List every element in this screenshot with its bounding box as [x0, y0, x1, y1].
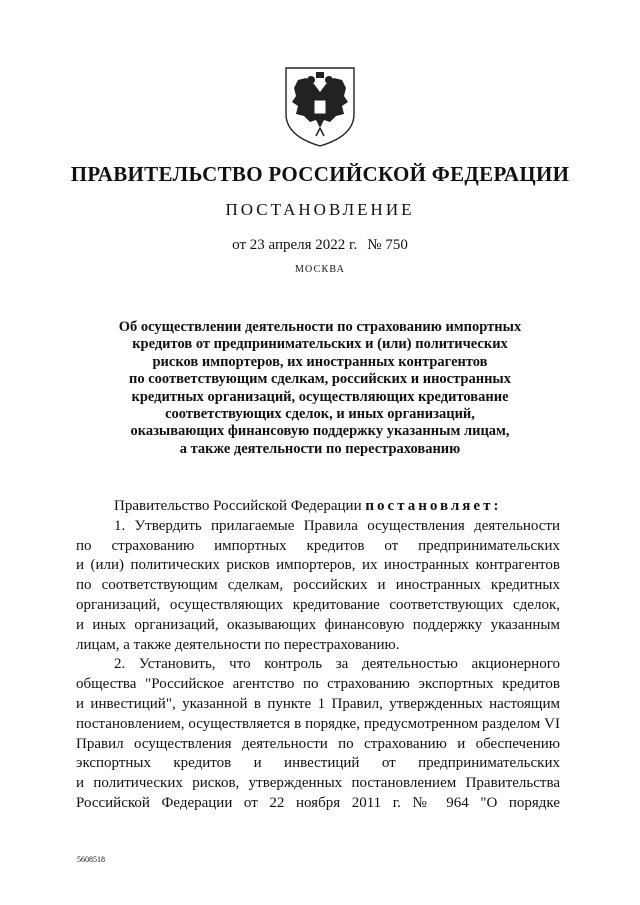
- subject-line: соответствующих сделок, и иных организаций,: [165, 406, 475, 423]
- subject-line: а также деятельности по перестрахованию: [179, 440, 461, 457]
- body-line: лицам, а также деятельности по перестрахованию.: [76, 636, 400, 653]
- subject-line: кредитов от предпринимательских и (или) политических: [132, 336, 508, 353]
- preamble: [76, 497, 560, 517]
- body-line: постановлением, осуществляется в порядке, предусмотренном разделом VI: [76, 715, 560, 732]
- body-line: 1. Утвердить прилагаемые Правила осуществления деятельности: [114, 517, 560, 534]
- body-line: по соответствующим сделкам, российских и иностранных кредитных: [76, 577, 560, 594]
- body-line: экспортных кредитов и инвестиций от предпринимательских: [76, 755, 560, 772]
- body-line: по страхованию импортных кредитов от предпринимательских: [76, 537, 560, 554]
- government-title: ПРАВИТЕЛЬСТВО РОССИЙСКОЙ ФЕДЕРАЦИИ: [70, 162, 570, 186]
- subject-line: кредитных организаций, осуществляющих кредитование: [131, 388, 509, 405]
- document-subject: [90, 319, 550, 458]
- body-line: Правил осуществления деятельности по страхованию и обеспечению: [76, 735, 560, 752]
- document-date-line: [0, 237, 640, 254]
- subject-line: рисков импортеров, их иностранных контрагентов: [152, 353, 488, 370]
- body-line: общества "Российское агентство по страхованию экспортных кредитов: [76, 676, 560, 693]
- body-line: и политических рисков, утвержденных постановлением Правительства: [76, 775, 560, 792]
- document-type: ПОСТАНОВЛЕНИЕ: [225, 200, 415, 219]
- body-line: организаций, осуществляющих кредитование соответствующих сделок,: [76, 596, 560, 613]
- coat-of-arms-emblem: [276, 62, 364, 150]
- body-line: 2. Установить, что контроль за деятельностью акционерного: [114, 656, 560, 673]
- subject-line: Об осуществлении деятельности по страхованию импортных: [118, 319, 522, 335]
- body-line: Российской Федерации от 22 ноября 2011 г. № 964 "О порядке: [76, 794, 560, 811]
- body-line: и иных организаций, оказывающих финансовую поддержку указанным: [76, 616, 560, 633]
- subject-line: оказывающих финансовую поддержку указанным лицам,: [130, 423, 510, 440]
- preamble-text: Правительство Российской Федерации: [114, 498, 366, 514]
- document-city: МОСКВА: [294, 264, 346, 275]
- footer-code: 5608518: [77, 855, 105, 864]
- subject-line: по соответствующим сделкам, российских и иностранных: [128, 371, 512, 388]
- document-date: от 23 апреля 2022 г.: [232, 237, 358, 253]
- body-line: и инвестиций", указанной в пункте 1 Правил, утвержденных настоящим: [76, 695, 560, 712]
- document-number: № 750: [367, 237, 408, 253]
- document-body: [76, 497, 560, 814]
- body-line: и (или) политических рисков импортеров, их иностранных контрагентов: [76, 557, 560, 574]
- preamble-emphasis: постановляет:: [365, 498, 502, 514]
